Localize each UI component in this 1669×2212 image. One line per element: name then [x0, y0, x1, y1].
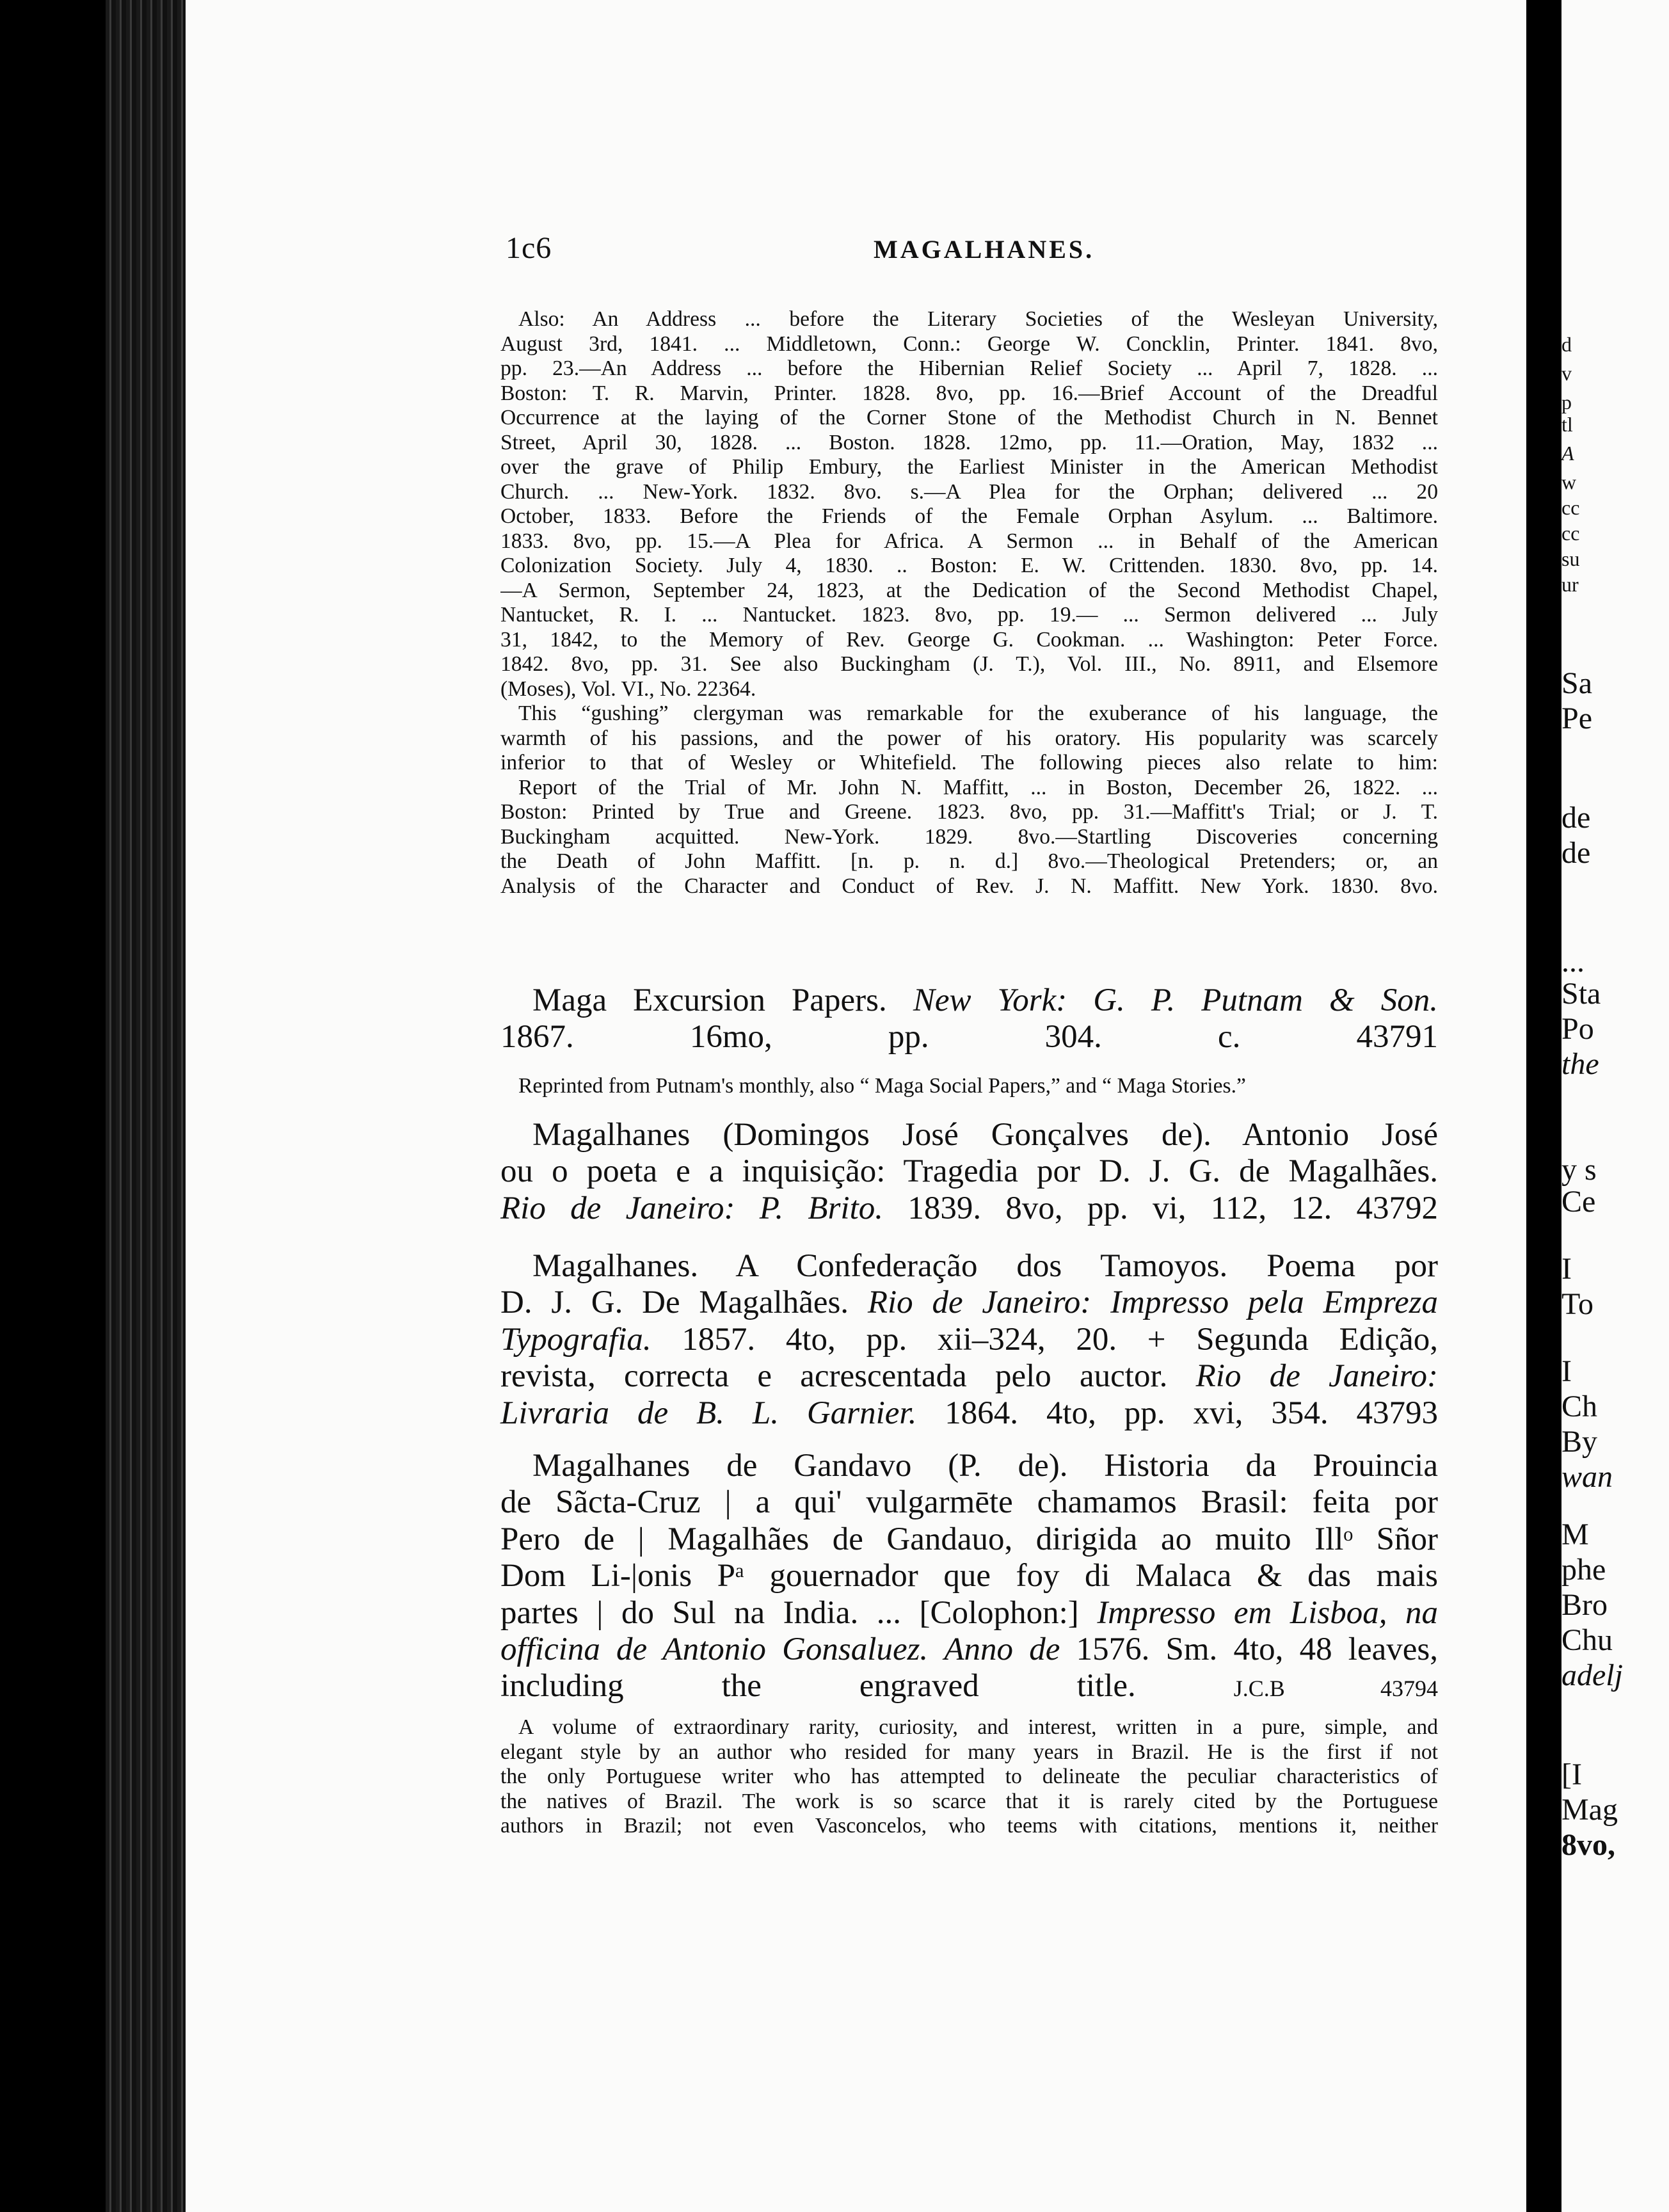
- entry-line: Magalhanes de Gandavo (P. de). Historia da Prouincia: [532, 1448, 1438, 1484]
- facing-fragment: Ce: [1561, 1185, 1596, 1219]
- facing-fragment: v: [1561, 362, 1572, 385]
- entry-note-line: the only Portuguese writer who has attempted to delineate the peculiar characteristics of: [500, 1765, 1438, 1788]
- entry-line: [500, 982, 1438, 1019]
- facing-fragment: tl: [1561, 413, 1573, 436]
- facing-fragment: Ch: [1561, 1390, 1598, 1423]
- text-line: Boston: T. R. Marvin, Printer. 1828. 8vo, pp. 16.—Brief Account of the Dreadful: [500, 381, 1438, 405]
- entry-line: including the engraved title. J.C.B 43794: [500, 1668, 1439, 1704]
- entry-line: Typografia. 1857. 4to, pp. xii–324, 20. + Segunda Edição,: [500, 1321, 1438, 1358]
- entry-imprint: Rio de Janeiro: P. Brito.: [500, 1190, 884, 1226]
- facing-fragment: [I: [1561, 1758, 1582, 1791]
- entry-43792: [500, 1117, 1438, 1227]
- entry-line: Livraria de B. L. Garnier. 1864. 4to, pp. xvi, 354. 43793: [500, 1395, 1439, 1431]
- facing-fragment: Mag: [1561, 1793, 1618, 1827]
- text-line: October, 1833. Before the Friends of the Female Orphan Asylum. ... Baltimore.: [500, 504, 1438, 528]
- facing-fragment: w: [1561, 470, 1577, 493]
- facing-fragment: ...: [1561, 945, 1585, 979]
- entry-collation: 1867. 16mo, pp. 304.: [500, 1019, 1102, 1055]
- entry-line: de Sãcta-Cruz | a qui' vulgarmēte chamamos Brasil: feita por: [500, 1484, 1438, 1521]
- facing-fragment: adelj: [1561, 1658, 1623, 1692]
- text-line: Nantucket, R. I. ... Nantucket. 1823. 8vo, pp. 19.— ... Sermon delivered ... July: [500, 603, 1438, 627]
- facing-fragment: Bro: [1561, 1588, 1608, 1622]
- facing-fragment: wan: [1561, 1460, 1613, 1494]
- text-line: Analysis of the Character and Conduct of Rev. J. N. Maffitt. New York. 1830. 8vo.: [500, 874, 1438, 898]
- entry-line: Pero de | Magalhães de Gandauo, dirigida ao muito Illᵒ Sñor: [500, 1521, 1438, 1557]
- facing-fragment: Po: [1561, 1012, 1594, 1046]
- facing-fragment: d: [1561, 333, 1572, 356]
- entry-43791-note: [500, 1074, 1438, 1099]
- entry-number: 43793: [1356, 1395, 1439, 1431]
- text-line: warmth of his passions, and the power of his oratory. His popularity was scarcely: [500, 726, 1438, 750]
- text-line: 1833. 8vo, pp. 15.—A Plea for Africa. A Sermon ... in Behalf of the American: [500, 529, 1438, 553]
- entry-number: J.C.B 43794: [1233, 1676, 1439, 1702]
- entry-line: D. J. G. De Magalhães. Rio de Janeiro: Impresso pela Empreza: [500, 1285, 1438, 1321]
- entry-line: revista, correcta e acrescentada pelo auctor. Rio de Janeiro:: [500, 1358, 1438, 1395]
- facing-fragment: By: [1561, 1425, 1598, 1459]
- entry-43793: [500, 1248, 1438, 1432]
- facing-fragment: ur: [1561, 573, 1579, 596]
- entry-number: c. 43791: [1218, 1019, 1439, 1055]
- text-line: Occurrence at the laying of the Corner Stone of the Methodist Church in N. Bennet: [500, 406, 1438, 429]
- entry-note-line: elegant style by an author who resided for many years in Brazil. He is the first if not: [500, 1740, 1438, 1764]
- facing-fragment: I: [1561, 1354, 1572, 1388]
- entry-note-line: A volume of extraordinary rarity, curiosity, and interest, written in a pure, simple, and: [518, 1715, 1438, 1739]
- text-line: Street, April 30, 1828. ... Boston. 1828. 12mo, pp. 11.—Oration, May, 1832 ...: [500, 430, 1438, 454]
- entry-line: [500, 1019, 1438, 1055]
- text-line: Buckingham acquitted. New-York. 1829. 8vo.—Startling Discoveries concerning: [500, 824, 1438, 849]
- page-header: [506, 230, 1401, 269]
- entry-line: Rio de Janeiro: P. Brito. 1839. 8vo, pp. vi, 112, 12. 43792: [500, 1190, 1439, 1226]
- facing-fragment: de: [1561, 836, 1591, 870]
- text-line: (Moses), Vol. VI., No. 22364.: [500, 677, 756, 701]
- entry-imprint: New York: G. P. Putnam & Son.: [913, 982, 1438, 1018]
- text-line: over the grave of Philip Embury, the Earliest Minister in the American Methodist: [500, 455, 1438, 479]
- facing-page-fragment: [1561, 0, 1669, 2212]
- page-number: 1c6: [506, 231, 552, 265]
- text-line: Report of the Trial of Mr. John N. Maffitt, ... in Boston, December 26, 1822. ...: [518, 775, 1438, 799]
- facing-fragment: Sta: [1561, 977, 1601, 1011]
- facing-fragment: To: [1561, 1287, 1593, 1321]
- facing-fragment: Sa: [1561, 666, 1592, 700]
- facing-fragment: 8vo,: [1561, 1828, 1615, 1862]
- facing-fragment: M: [1561, 1518, 1589, 1551]
- entry-43794: [500, 1448, 1438, 1705]
- text-line: Colonization Society. July 4, 1830. .. Boston: E. W. Crittenden. 1830. 8vo, pp. 14.: [500, 554, 1438, 577]
- entry-line: ou o poeta e a inquisição: Tragedia por D. J. G. de Magalhães.: [500, 1153, 1438, 1190]
- text-line: Boston: Printed by True and Greene. 1823. 8vo, pp. 31.—Maffitt's Trial; or J. T.: [500, 800, 1438, 824]
- maffitt-entry-continuation: [500, 307, 1438, 899]
- text-line: inferior to that of Wesley or Whitefield. The following pieces also relate to him:: [500, 751, 1438, 774]
- text-line: 1842. 8vo, pp. 31. See also Buckingham (J. T.), Vol. III., No. 8911, and Elsemore: [500, 652, 1438, 676]
- entry-title: Maga Excursion Papers.: [532, 982, 887, 1018]
- facing-fragment: cc: [1561, 496, 1580, 519]
- facing-fragment: the: [1561, 1047, 1599, 1081]
- entry-number: 43792: [1356, 1190, 1439, 1226]
- facing-fragment: de: [1561, 801, 1591, 835]
- entry-line: Dom Li-|onis Pᵃ gouernador que foy di Malaca & das mais: [500, 1558, 1438, 1594]
- entry-note-line: the natives of Brazil. The work is so scarce that it is rarely cited by the Portuguese: [500, 1789, 1438, 1813]
- entry-43791: [500, 982, 1438, 1056]
- entry-note: Reprinted from Putnam's monthly, also “ Maga Social Papers,” and “ Maga Stories.”: [518, 1074, 1246, 1098]
- text-line: —A Sermon, September 24, 1823, at the Dedication of the Second Methodist Chapel,: [500, 578, 1438, 602]
- text-line: 31, 1842, to the Memory of Rev. George G. Cookman. ... Washington: Peter Force.: [500, 627, 1438, 652]
- facing-fragment: I: [1561, 1252, 1572, 1286]
- book-page-edges: [106, 0, 189, 2212]
- facing-fragment: Chu: [1561, 1623, 1613, 1657]
- entry-line: Magalhanes (Domingos José Gonçalves de). Antonio José: [532, 1117, 1438, 1153]
- facing-fragment: phe: [1561, 1553, 1606, 1587]
- facing-fragment: su: [1561, 547, 1580, 570]
- text-line: pp. 23.—An Address ... before the Hibernian Relief Society ... April 7, 1828. ...: [500, 357, 1438, 380]
- entry-line: officina de Antonio Gonsaluez. Anno de 1576. Sm. 4to, 48 leaves,: [500, 1631, 1438, 1667]
- entry-43794-note: [500, 1715, 1438, 1839]
- running-head: MAGALHANES.: [874, 235, 1095, 264]
- book-gutter: [1526, 0, 1561, 2212]
- entry-line: partes | do Sul na India. ... [Colophon:] Impresso em Lisboa, na: [500, 1594, 1439, 1631]
- text-line: the Death of John Maffitt. [n. p. n. d.] 8vo.—Theological Pretenders; or, an: [500, 849, 1438, 873]
- facing-fragment: cc: [1561, 522, 1580, 545]
- facing-fragment: p: [1561, 390, 1572, 413]
- facing-fragment: A: [1561, 442, 1574, 465]
- text-line: Church. ... New-York. 1832. 8vo. s.—A Plea for the Orphan; delivered ... 20: [500, 479, 1438, 504]
- entry-note-line: authors in Brazil; not even Vasconcelos, who teems with citations, mentions it, neither: [500, 1814, 1438, 1838]
- text-line: This “gushing” clergyman was remarkable for the exuberance of his language, the: [518, 701, 1438, 725]
- facing-fragment: Pe: [1561, 701, 1592, 735]
- entry-line: Magalhanes. A Confederação dos Tamoyos. Poema por: [532, 1248, 1438, 1284]
- text-line: August 3rd, 1841. ... Middletown, Conn.: George W. Concklin, Printer. 1841. 8vo,: [500, 332, 1438, 356]
- text-line: Also: An Address ... before the Literary Societies of the Wesleyan University,: [518, 307, 1438, 331]
- facing-fragment: y s: [1561, 1153, 1597, 1187]
